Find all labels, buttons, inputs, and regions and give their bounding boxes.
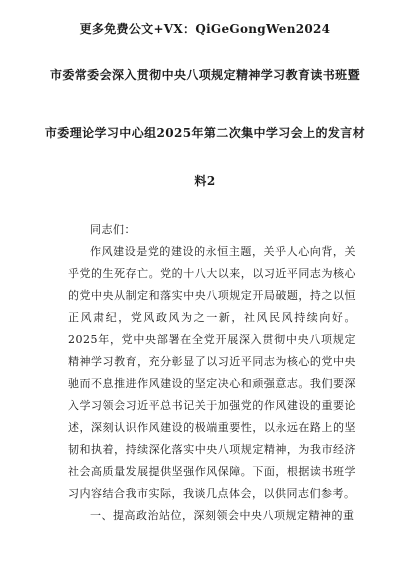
body-paragraph-2: 一、提高政治站位，深刻领会中央八项规定精神的重 xyxy=(90,509,355,522)
document-body xyxy=(68,219,356,527)
promo-header: 更多免费公文+VX：QiGeGongWen2024 xyxy=(79,22,331,36)
body-paragraph-1: 作风建设是党的建设的永恒主题，关乎人心向背，关乎党的生死存亡。党的十八大以来，以习近平同志为核心的党中央从制定和落实中央八项规定开局破题，持之以恒正风肃纪，党风政风为之一新，社风民风持续向好。2025年，党中央部署在全党开展深入贯彻中央八项规定精神学习教育，充分彰显了以习近平同志为核心的党中央驰而不息推进作风建设的坚定决心和顽强意志。我们要深入学习领会习近平总书记关于加强党的作风建设的重要论述，深刻认识作风建设的极端重要性，以永远在路上的坚韧和执着，持续深化落实中央八项规定精神，为我市经济社会高质量发展提供坚强作风保障。下面，根据读书班学习内容结合我市实际，我谈几点体会，以供同志们参考。 xyxy=(68,245,356,500)
document-title-line-1: 市委常委会深入贯彻中央八项规定精神学习教育读书班暨 xyxy=(49,68,360,82)
salutation: 同志们： xyxy=(90,223,136,236)
document-title-line-2: 市委理论学习中心组2025年第二次集中学习会上的发言材 xyxy=(44,126,366,140)
document-title-line-3: 料2 xyxy=(194,174,216,188)
